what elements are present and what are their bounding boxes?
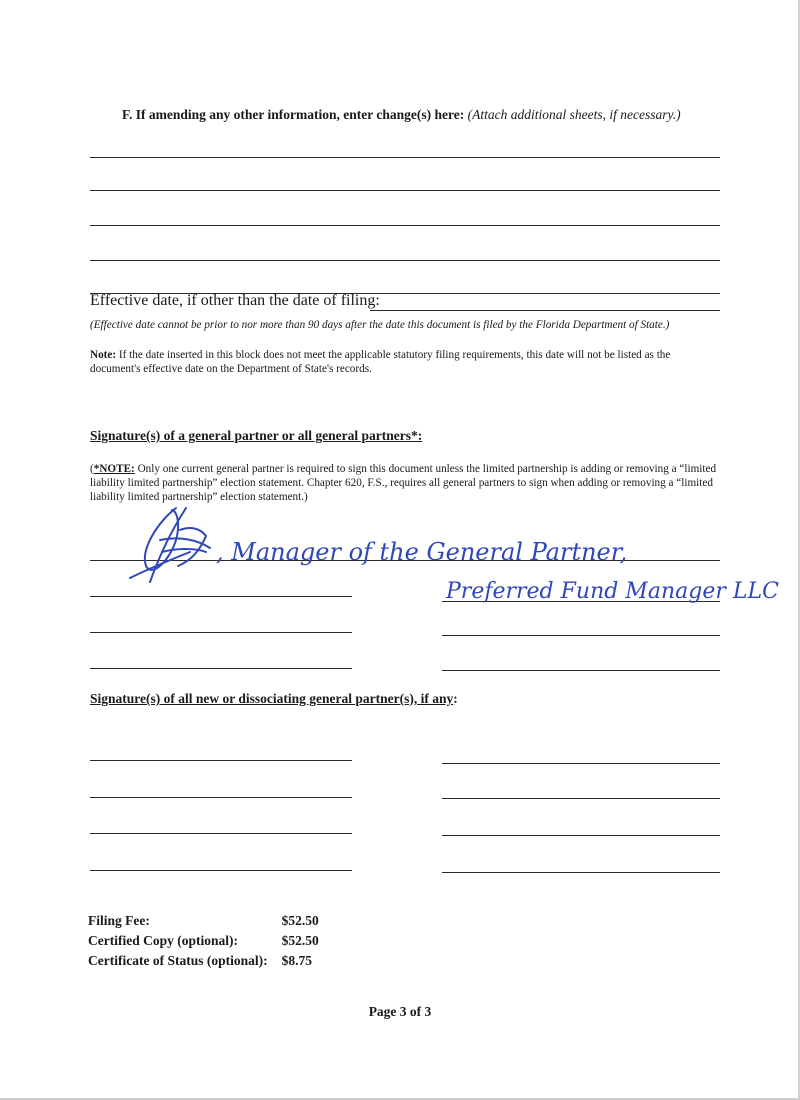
fee-row (88, 931, 319, 951)
fee-amount: $52.50 (281, 913, 319, 928)
section-f-label: F. If amending any other information, enter change(s) here: (122, 107, 465, 122)
fee-amount: $8.75 (281, 953, 312, 968)
signature-line[interactable] (442, 835, 720, 836)
effective-date-label: Effective date, if other than the date of filing: (90, 292, 380, 309)
signature-line[interactable] (442, 763, 720, 764)
signature-line[interactable] (90, 797, 352, 798)
fee-amount: $52.50 (281, 933, 319, 948)
page-number: Page 3 of 3 (368, 1004, 432, 1019)
signature-line[interactable] (90, 760, 352, 761)
note-open-paren: ( (90, 463, 94, 475)
handwritten-title: , Manager of the General Partner, (216, 538, 628, 566)
signature-line[interactable] (90, 833, 352, 834)
note-label: Note: (90, 349, 117, 361)
handwritten-company: Preferred Fund Manager LLC (446, 579, 779, 604)
effective-date-note: (Effective date cannot be prior to nor more than 90 days after the date this document is filed by the Florida Department of State.) (90, 319, 670, 331)
signature-line[interactable] (90, 870, 352, 871)
signature-line[interactable] (442, 872, 720, 873)
fee-table (88, 911, 319, 971)
note-text: If the date inserted in this block does not meet the applicable statutory filing requirements, this date will not be listed as the document's effective date on the Department of State's records. (90, 349, 671, 375)
note-text: Only one current general partner is required to sign this document unless the limited partnership is adding or removing a “limited liability limited partnership” election statement. Chapter 620, F.S., requires all general partners to sign when adding or removing a “limited liability limited partnership” election statement.) (90, 463, 717, 503)
fee-row (88, 911, 319, 931)
fee-label: Certificate of Status (optional): (88, 953, 268, 968)
general-partner-signatures-heading: Signature(s) of a general partner or all general partners*: (90, 428, 423, 443)
fee-label: Certified Copy (optional): (88, 933, 238, 948)
fee-row (88, 951, 319, 971)
new-partner-heading-text: Signature(s) of all new or dissociating general partner(s), if any (90, 691, 454, 706)
fee-label: Filing Fee: (88, 913, 150, 928)
new-partner-signatures-heading (90, 691, 458, 707)
new-partner-heading-suffix: : (453, 691, 458, 706)
signature-line[interactable] (442, 798, 720, 799)
note-label: *NOTE: (93, 463, 135, 475)
section-f-hint: (Attach additional sheets, if necessary.) (467, 107, 681, 122)
